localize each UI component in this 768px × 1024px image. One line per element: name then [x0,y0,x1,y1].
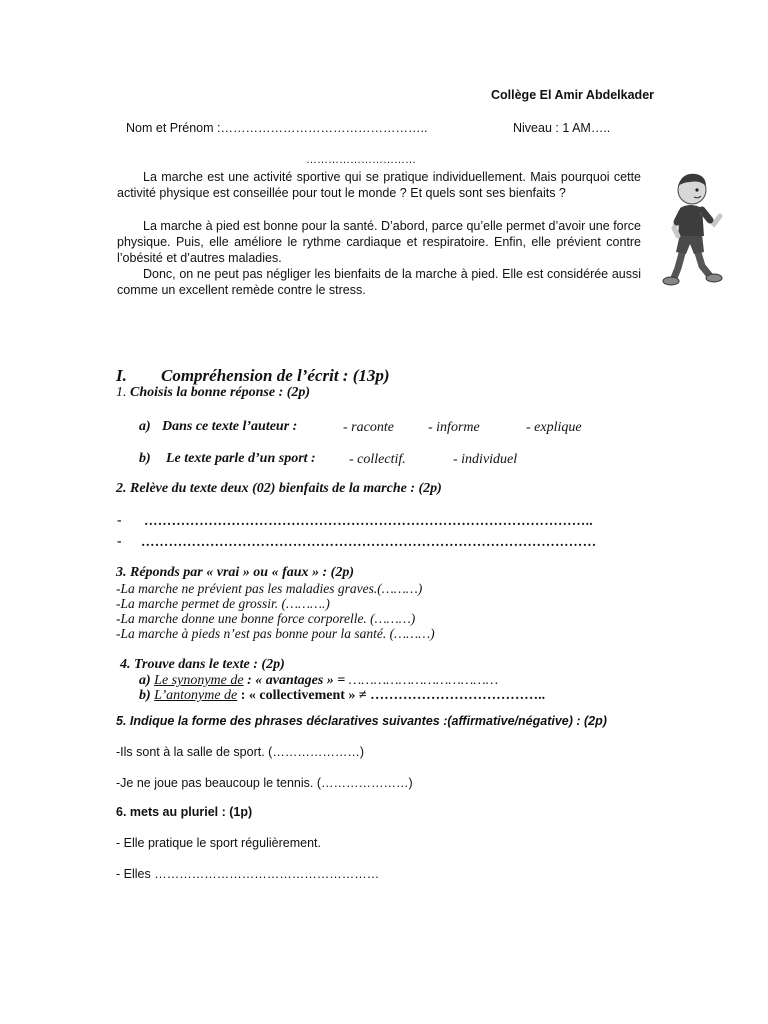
walking-boy-illustration [660,168,734,290]
q4a-rest: : « avantages » = [243,673,349,688]
q1-label: Choisis la bonne réponse : (2p) [130,385,311,400]
paragraph-2: La marche à pied est bonne pour la santé. D’abord, parce qu’elle permet d’avoir une force physique. Puis, elle améliore le rythme cardiaque et respiratoire. Enfin, elle prévient contre l’obésité et d’autres maladies. [117,219,641,265]
q3-item-3: -La marche donne une bonne force corporelle. (………) [116,611,416,626]
q5-label: 5. Indique la forme des phrases déclaratives suivantes :(affirmative/négative) : (2p) [116,714,607,728]
q5-sentence-2: -Je ne joue pas beaucoup le tennis. (…………………) [116,776,413,790]
name-field: Nom et Prénom :………………………………………….. [126,121,428,135]
q4b-prefix: b) [139,688,151,703]
section-title: Compréhension de l’écrit : (13p) [161,366,390,385]
q2-dash-2: - [117,533,122,548]
q1-number: 1. [116,385,127,400]
q2-label: 2. Relève du texte deux (02) bienfaits de la marche : (2p) [116,481,442,496]
level-field: Niveau : 1 AM….. [513,121,611,135]
q4b-row [139,688,545,704]
q5-sentence-1: -Ils sont à la salle de sport. (…………………) [116,745,364,759]
title-placeholder: ………………………… [306,154,416,166]
q4b-blank: ……………………………….. [370,688,546,703]
q1a-option-3: - explique [526,420,582,435]
q1b-stem: Le texte parle d’un sport : [166,451,316,466]
q2-answer-line-2: ……………………………………………………………………………………… [141,534,597,549]
q1a-option-2: - informe [428,420,480,435]
q3-item-1: -La marche ne prévient pas les maladies graves.(………) [116,581,423,596]
q4b-rest: : « collectivement » ≠ [237,688,371,703]
paragraph-3: Donc, on ne peut pas négliger les bienfaits de la marche à pied. Elle est considérée aussi comme un excellent remède contre le stress. [117,267,641,297]
q4a-row [139,673,498,689]
section-number: I. [116,366,127,385]
q2-dash-1: - [117,512,122,527]
q1-heading [116,385,310,401]
q3-label: 3. Réponds par « vrai » ou « faux » : (2p) [116,565,355,580]
q1a-option-1: - raconte [343,420,394,435]
q1b-prefix: b) [139,451,151,466]
q6-answer: - Elles ……………………………………………… [116,867,380,881]
q1a-stem: Dans ce texte l’auteur : [162,419,298,434]
q4a-prefix: a) [139,673,151,688]
q6-label: 6. mets au pluriel : (1p) [116,805,253,819]
q3-item-2: -La marche permet de grossir. (……….) [116,596,330,611]
q4a-key: Le synonyme de [154,673,244,688]
q3-item-4: -La marche à pieds n’est pas bonne pour la santé. (………) [116,626,435,641]
text-paragraph-1 [117,169,641,201]
q4-label: 4. Trouve dans le texte : (2p) [120,657,285,672]
school-name: Collège El Amir Abdelkader [491,88,655,102]
q4b-key: L’antonyme de [154,688,238,703]
q6-sentence: - Elle pratique le sport régulièrement. [116,836,321,850]
paragraph-1: La marche est une activité sportive qui se pratique individuellement. Mais pourquoi cette activité physique est conseillée pour tout le monde ? Et quels sont ses bienfaits ? [117,170,641,200]
q1b-option-2: - individuel [453,452,518,467]
q4a-blank: ……………………………… [348,673,499,688]
q2-answer-line-1: …………………………………………………………………………………….. [144,513,593,528]
text-paragraph-2 [117,218,641,298]
q1b-option-1: - collectif. [349,452,406,467]
q1a-prefix: a) [139,419,151,434]
